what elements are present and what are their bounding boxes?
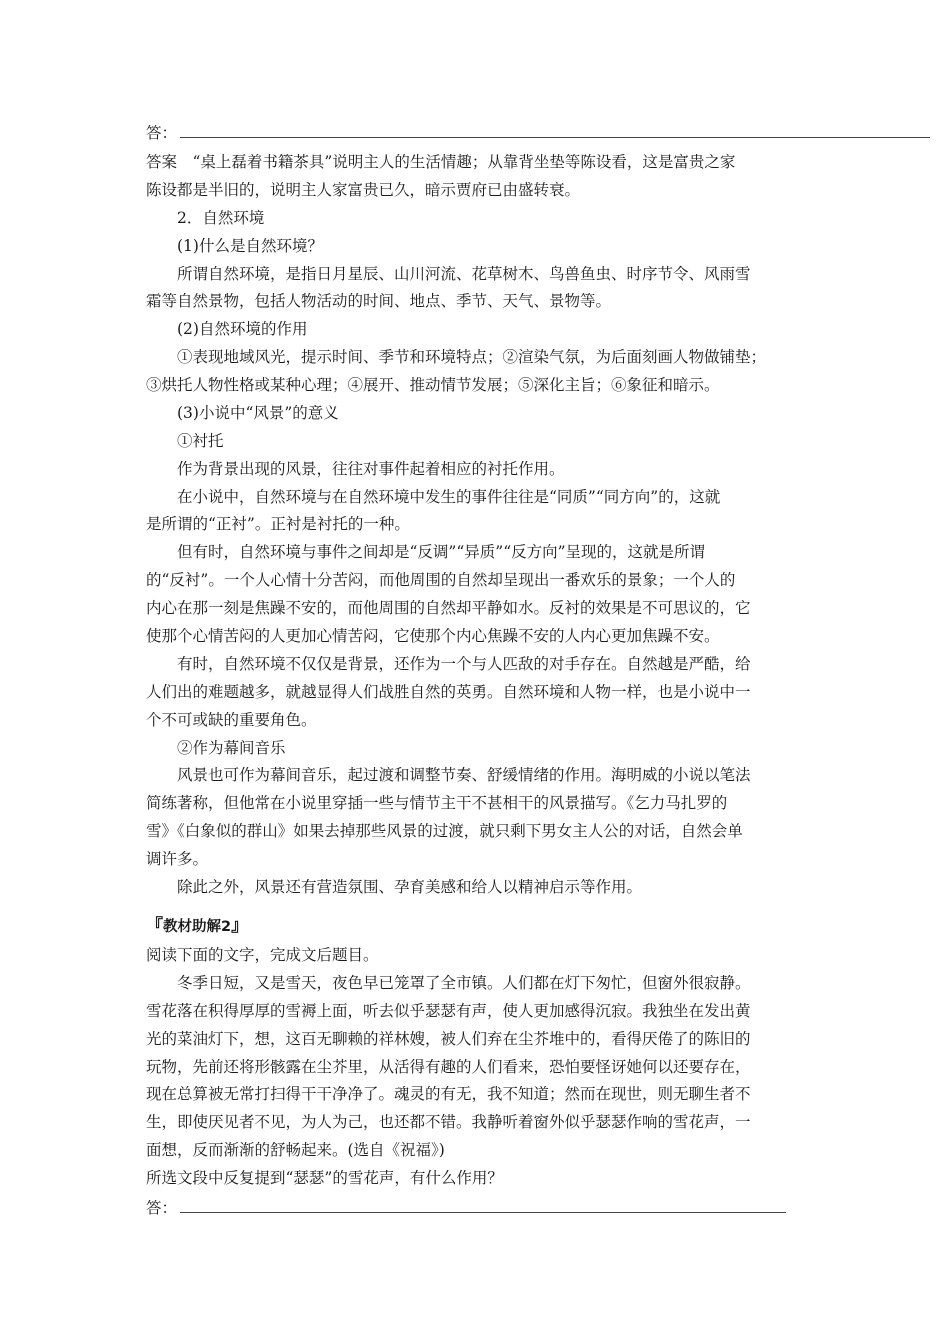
excerpt-line: 光的菜油灯下，想，这百无聊赖的祥林嫂，被人们弃在尘芥堆中的，看得厌倦了的陈旧的 [146,1030,751,1048]
paragraph-line: 使那个心情苦闷的人更加心情苦闷，它使那个内心焦躁不安的人内心更加焦躁不安。 [146,627,720,645]
answer-blank [180,137,930,138]
answer-blank [180,1212,786,1213]
paragraph-line: 作为背景出现的风景，往往对事件起着相应的衬托作用。 [177,460,565,478]
excerpt-line: 面想，反而渐渐的舒畅起来。(选自《祝福》) [146,1141,445,1159]
sub-heading: (2)自然环境的作用 [177,320,308,338]
paragraph-line: 在小说中，自然环境与在自然环境中发生的事件往往是“同质”“同方向”的，这就 [177,488,721,506]
paragraph-line: ①表现地域风光，提示时间、季节和环境特点；②渲染气氛，为后面刻画人物做铺垫； [177,348,767,366]
section-heading: 2．自然环境 [177,209,265,227]
excerpt-line: 现在总算被无常打扫得干干净净了。魂灵的有无，我不知道；然而在现世，则无聊生者不 [146,1085,751,1103]
paragraph-line: 雪》《白象似的群山》如果去掉那些风景的过渡，就只剩下男女主人公的对话，自然会单 [146,822,743,840]
paragraph-line: 但有时，自然环境与事件之间却是“反调”“异质”“反方向”呈现的，这就是所谓 [177,543,706,561]
paragraph-line: 除此之外，风景还有营造氛围、孕育美感和给人以精神启示等作用。 [177,878,643,896]
tag-open-bracket: 『 [146,916,163,936]
answer-text-line: 答案 “桌上磊着书籍茶具”说明主人的生活情趣；从靠背坐垫等陈设看，这是富贵之家 [146,153,736,171]
excerpt-line: 生，即使厌见者不见，为人为己，也还都不错。我静听着窗外似乎瑟瑟作响的雪花声，一 [146,1113,751,1131]
tag-close-bracket: 』 [231,916,249,936]
paragraph-line: 的“反衬”。一个人心情十分苦闷，而他周围的自然却呈现出一番欢乐的景象；一个人的 [146,571,736,589]
answer-label: 答： [146,1199,178,1217]
sub-heading: ②作为幕间音乐 [177,739,286,757]
paragraph-line: 人们出的难题越多，就越显得人们战胜自然的英勇。自然环境和人物一样，也是小说中一 [146,683,751,701]
sub-heading: ①衬托 [177,432,224,450]
instruction-line: 阅读下面的文字，完成文后题目。 [146,946,379,964]
paragraph-line: 个不可或缺的重要角色。 [146,711,317,729]
paragraph-line: ③烘托人物性格或某种心理；④展开、推动情节发展；⑤深化主旨；⑥象征和暗示。 [146,376,720,394]
paragraph-line: 霜等自然景物，包括人物活动的时间、地点、季节、天气、景物等。 [146,292,612,310]
tag-label: 教材助解2 [163,919,232,935]
sub-heading: (3)小说中“风景”的意义 [177,404,339,422]
answer-line-1[interactable] [146,122,786,144]
paragraph-line: 有时，自然环境不仅仅是背景，还作为一个与人匹敌的对手存在。自然越是严酷，给 [177,655,751,673]
paragraph-line: 风景也可作为幕间音乐，起过渡和调整节奏、舒缓情绪的作用。海明威的小说以笔法 [177,766,751,784]
paragraph-line: 调许多。 [146,850,209,868]
section-tag [146,914,248,938]
paragraph-line: 内心在那一刻是焦躁不安的，而他周围的自然却平静如水。反衬的效果是不可思议的，它 [146,599,751,617]
excerpt-line: 雪花落在积得厚厚的雪褥上面，听去似乎瑟瑟有声，使人更加感得沉寂。我独坐在发出黄 [146,1002,751,1020]
question-line: 所选文段中反复提到“瑟瑟”的雪花声，有什么作用？ [146,1169,503,1187]
paragraph-line: 所谓自然环境，是指日月星辰、山川河流、花草树木、鸟兽鱼虫、时序节令、风雨雪 [177,265,751,283]
answer-text-line: 陈设都是半旧的，说明主人家富贵已久，暗示贾府已由盛转衰。 [146,181,581,199]
answer-line-2[interactable] [146,1197,786,1219]
excerpt-line: 玩物，先前还将形骸露在尘芥里，从活得有趣的人们看来，恐怕要怪讶她何以还要存在， [146,1058,751,1076]
paragraph-line: 是所谓的“正衬”。正衬是衬托的一种。 [146,515,410,533]
excerpt-line: 冬季日短，又是雪天，夜色早已笼罩了全市镇。人们都在灯下匆忙，但窗外很寂静。 [177,974,751,992]
paragraph-line: 简练著称，但他常在小说里穿插一些与情节主干不甚相干的风景描写。《乞力马扎罗的 [146,794,728,812]
answer-label: 答： [146,124,178,142]
sub-heading: (1)什么是自然环境？ [177,237,323,255]
